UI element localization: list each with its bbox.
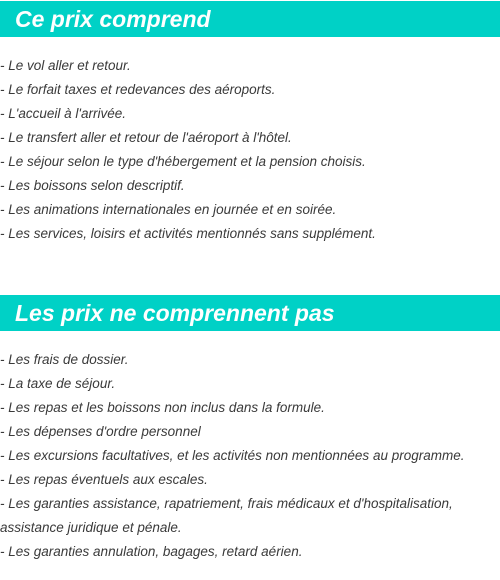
section-title-excludes: Les prix ne comprennent pas [0,295,500,331]
list-item: - Les frais de dossier. [0,352,129,367]
excluded-items-list [0,348,500,564]
list-item: - Les boissons selon descriptif. [0,178,185,193]
list-item: - Les animations internationales en journée et en soirée. [0,202,337,217]
list-item: - Les excursions facultatives, et les activités non mentionnées au programme. [0,448,465,463]
list-item: - Le forfait taxes et redevances des aéroports. [0,82,276,97]
list-item: - La taxe de séjour. [0,376,116,391]
list-item: - Les repas éventuels aux escales. [0,472,208,487]
list-item: - Les garanties annulation, bagages, retard aérien. [0,544,303,559]
list-item: - L'accueil à l'arrivée. [0,106,126,121]
included-items-list [0,54,500,246]
list-item: - Le transfert aller et retour de l'aéroport à l'hôtel. [0,130,292,145]
list-item: - Les dépenses d'ordre personnel [0,424,201,439]
section-title-includes: Ce prix comprend [0,1,500,37]
list-item: - Les repas et les boissons non inclus dans la formule. [0,400,325,415]
list-item: - Les services, loisirs et activités mentionnés sans supplément. [0,226,376,241]
list-item: - Le vol aller et retour. [0,58,131,73]
list-item: - Le séjour selon le type d'hébergement et la pension choisis. [0,154,366,169]
list-item: - Les garanties assistance, rapatriement, frais médicaux et d'hospitalisation, assistance juridique et pénale. [0,496,453,535]
